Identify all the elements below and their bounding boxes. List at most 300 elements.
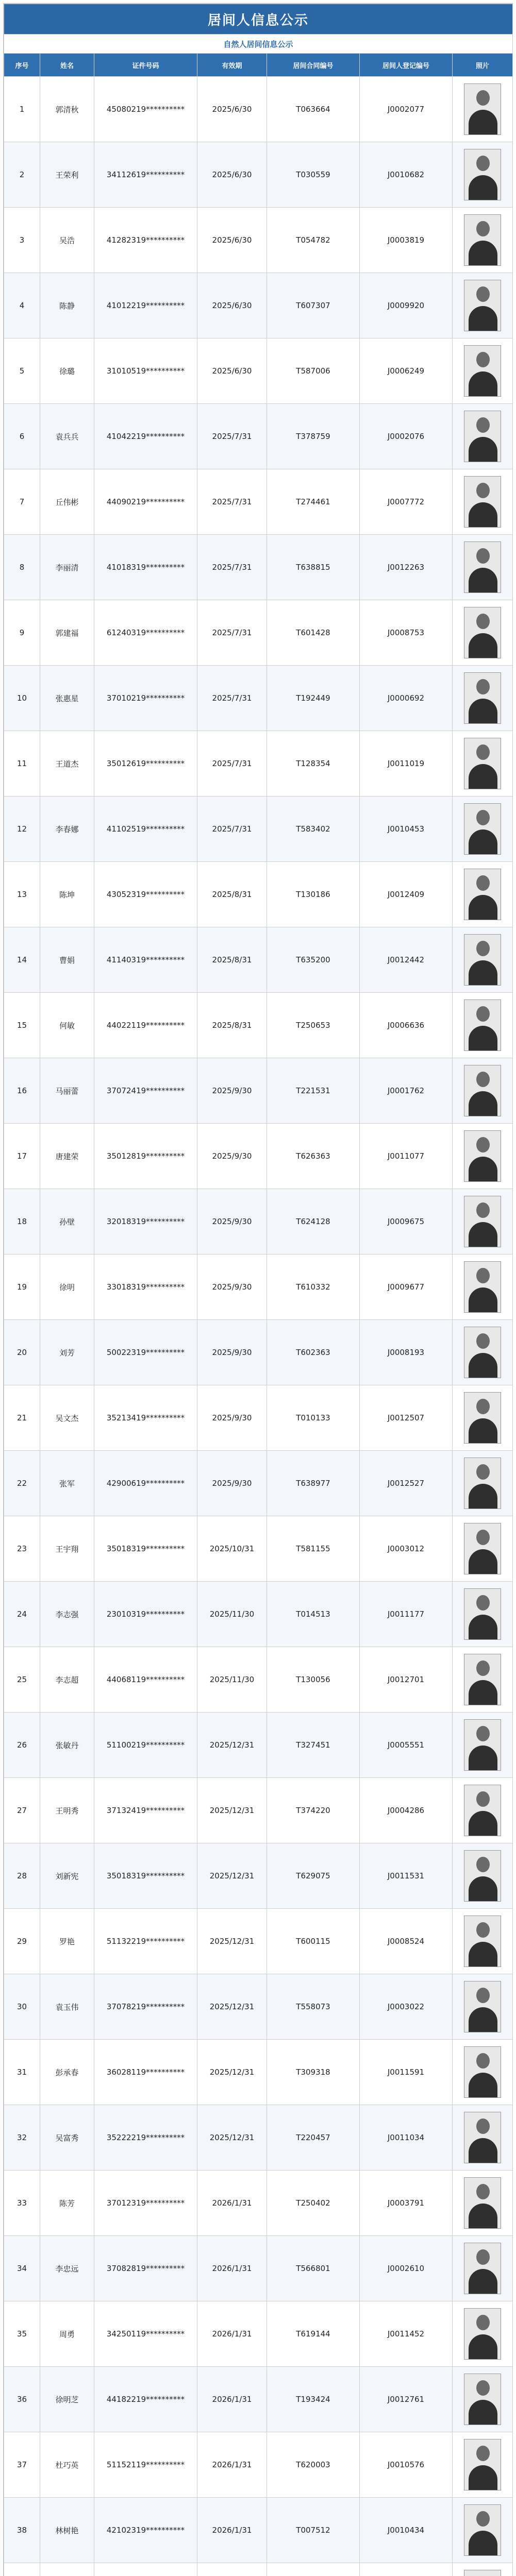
registration-number-cell: J0005551 bbox=[360, 1713, 453, 1778]
person-photo bbox=[464, 1916, 501, 1967]
validity-cell: 2025/8/31 bbox=[197, 927, 267, 993]
name-cell: 周勇 bbox=[40, 2301, 94, 2367]
contract-number-cell: T220457 bbox=[267, 2105, 360, 2171]
id-number-cell: 61240319********** bbox=[94, 600, 197, 666]
photo-cell bbox=[453, 600, 513, 666]
index-cell: 38 bbox=[4, 2498, 40, 2563]
validity-cell: 2025/11/30 bbox=[197, 1582, 267, 1647]
id-number-cell: 37078219********** bbox=[94, 1974, 197, 2040]
person-photo bbox=[464, 1458, 501, 1509]
person-photo bbox=[464, 2112, 501, 2163]
validity-cell: 2025/7/31 bbox=[197, 535, 267, 600]
id-number-cell: 34112619********** bbox=[94, 142, 197, 208]
photo-shoulders-shape bbox=[469, 1484, 497, 1509]
registration-number-cell: J0012507 bbox=[360, 1385, 453, 1451]
registration-number-cell: J0001762 bbox=[360, 1058, 453, 1124]
photo-shoulders-shape bbox=[469, 699, 497, 724]
validity-cell: 2025/11/30 bbox=[197, 1647, 267, 1713]
table-row bbox=[4, 1909, 513, 1974]
photo-head-shape bbox=[476, 2184, 490, 2199]
table-row bbox=[4, 2432, 513, 2498]
table-row bbox=[4, 338, 513, 404]
table-row bbox=[4, 600, 513, 666]
registration-number-cell: J0008193 bbox=[360, 1320, 453, 1385]
photo-cell bbox=[453, 208, 513, 273]
id-number-cell: 32018319********** bbox=[94, 1189, 197, 1255]
photo-cell bbox=[453, 1582, 513, 1647]
name-cell: 王道杰 bbox=[40, 731, 94, 796]
photo-head-shape bbox=[476, 1202, 490, 1218]
photo-cell bbox=[453, 1124, 513, 1189]
name-cell: 王荣利 bbox=[40, 142, 94, 208]
registration-number-cell: J0011034 bbox=[360, 2105, 453, 2171]
id-number-cell: 50022319********** bbox=[94, 1320, 197, 1385]
validity-cell: 2025/9/30 bbox=[197, 1320, 267, 1385]
table-row bbox=[4, 731, 513, 796]
photo-cell bbox=[453, 338, 513, 404]
name-cell: 唐建荣 bbox=[40, 1124, 94, 1189]
photo-head-shape bbox=[476, 1595, 490, 1611]
photo-head-shape bbox=[476, 875, 490, 891]
table-row bbox=[4, 1713, 513, 1778]
id-number-cell: 41102519********** bbox=[94, 796, 197, 862]
photo-cell bbox=[453, 1713, 513, 1778]
photo-shoulders-shape bbox=[469, 1745, 497, 1771]
registration-number-cell: J0002076 bbox=[360, 404, 453, 469]
id-number-cell: 41042219********** bbox=[94, 404, 197, 469]
photo-cell bbox=[453, 535, 513, 600]
table-row bbox=[4, 2367, 513, 2432]
id-number-cell: 51100219********** bbox=[94, 1713, 197, 1778]
person-photo bbox=[464, 2439, 501, 2490]
name-cell: 孙壁 bbox=[40, 1189, 94, 1255]
name-cell: 何敏 bbox=[40, 993, 94, 1058]
photo-cell bbox=[453, 1516, 513, 1582]
index-cell: 33 bbox=[4, 2171, 40, 2236]
contract-number-cell: T619144 bbox=[267, 2301, 360, 2367]
name-cell: 李丽清 bbox=[40, 535, 94, 600]
person-photo bbox=[464, 476, 501, 528]
index-cell: 37 bbox=[4, 2432, 40, 2498]
person-photo bbox=[464, 2504, 501, 2556]
contract-number-cell: T600115 bbox=[267, 1909, 360, 1974]
name-cell: 王宇翔 bbox=[40, 1516, 94, 1582]
registration-number-cell: J0004286 bbox=[360, 1778, 453, 1843]
table-row bbox=[4, 1058, 513, 1124]
photo-cell bbox=[453, 142, 513, 208]
contract-number-cell: T221531 bbox=[267, 1058, 360, 1124]
name-cell: 李忠远 bbox=[40, 2236, 94, 2301]
photo-head-shape bbox=[476, 1726, 490, 1741]
photo-cell bbox=[453, 2040, 513, 2105]
contract-number-cell: T629075 bbox=[267, 1843, 360, 1909]
photo-shoulders-shape bbox=[469, 2138, 497, 2163]
id-number-cell: 41012219********** bbox=[94, 273, 197, 338]
photo-cell bbox=[453, 1189, 513, 1255]
photo-shoulders-shape bbox=[469, 2269, 497, 2294]
table-row bbox=[4, 2105, 513, 2171]
photo-head-shape bbox=[476, 1530, 490, 1545]
contract-number-cell: T558073 bbox=[267, 1974, 360, 2040]
photo-shoulders-shape bbox=[469, 1811, 497, 1836]
photo-cell bbox=[453, 77, 513, 142]
person-photo bbox=[464, 1523, 501, 1574]
person-photo bbox=[464, 541, 501, 593]
photo-head-shape bbox=[476, 2315, 490, 2330]
photo-cell bbox=[453, 1255, 513, 1320]
contract-number-cell: T610332 bbox=[267, 1255, 360, 1320]
contract-number-cell: T374220 bbox=[267, 1778, 360, 1843]
validity-cell: 2025/6/30 bbox=[197, 208, 267, 273]
person-photo bbox=[464, 1719, 501, 1771]
index-cell: 6 bbox=[4, 404, 40, 469]
contract-number-cell: T566801 bbox=[267, 2236, 360, 2301]
validity-cell: 2025/12/31 bbox=[197, 1713, 267, 1778]
registration-number-cell: J0011591 bbox=[360, 2040, 453, 2105]
validity-cell: 2026/1/31 bbox=[197, 2432, 267, 2498]
photo-shoulders-shape bbox=[469, 2400, 497, 2425]
photo-cell bbox=[453, 1451, 513, 1516]
index-cell: 30 bbox=[4, 1974, 40, 2040]
index-cell: 35 bbox=[4, 2301, 40, 2367]
person-photo bbox=[464, 83, 501, 135]
name-cell: 刘芳 bbox=[40, 1320, 94, 1385]
announcement-page bbox=[3, 3, 513, 2576]
registration-number-cell: J0009675 bbox=[360, 1189, 453, 1255]
validity-cell: 2025/12/31 bbox=[197, 1843, 267, 1909]
photo-shoulders-shape bbox=[469, 633, 497, 658]
registration-number-cell: J0003819 bbox=[360, 208, 453, 273]
person-photo bbox=[464, 1654, 501, 1705]
registration-number-cell: J0011177 bbox=[360, 1582, 453, 1647]
name-cell: 李志强 bbox=[40, 1582, 94, 1647]
id-number-cell: 44090219********** bbox=[94, 469, 197, 535]
table-row bbox=[4, 927, 513, 993]
photo-head-shape bbox=[476, 1791, 490, 1807]
photo-head-shape bbox=[476, 1137, 490, 1153]
id-number-cell: 35213419********** bbox=[94, 1385, 197, 1451]
person-photo bbox=[464, 2046, 501, 2098]
table-row bbox=[4, 1778, 513, 1843]
photo-shoulders-shape bbox=[469, 1876, 497, 1902]
photo-shoulders-shape bbox=[469, 1680, 497, 1705]
photo-head-shape bbox=[476, 483, 490, 498]
id-number-cell: 51132219********** bbox=[94, 1909, 197, 1974]
contract-number-cell: T130186 bbox=[267, 862, 360, 927]
name-cell: 张敏丹 bbox=[40, 1713, 94, 1778]
photo-head-shape bbox=[476, 1072, 490, 1087]
person-photo bbox=[464, 2374, 501, 2425]
column-header-registration-number: 居间人登记编号 bbox=[360, 54, 453, 77]
validity-cell: 2025/6/30 bbox=[197, 77, 267, 142]
index-cell: 17 bbox=[4, 1124, 40, 1189]
photo-shoulders-shape bbox=[469, 568, 497, 593]
column-header-id-number: 证件号码 bbox=[94, 54, 197, 77]
photo-shoulders-shape bbox=[469, 1222, 497, 1247]
registration-number-cell: J0011452 bbox=[360, 2301, 453, 2367]
photo-shoulders-shape bbox=[469, 2465, 497, 2490]
contract-number-cell: T130056 bbox=[267, 1647, 360, 1713]
id-number-cell: 34250119********** bbox=[94, 2301, 197, 2367]
photo-head-shape bbox=[476, 941, 490, 956]
person-photo bbox=[464, 999, 501, 1051]
photo-head-shape bbox=[476, 221, 490, 236]
photo-cell bbox=[453, 2563, 513, 2576]
photo-cell bbox=[453, 469, 513, 535]
validity-cell: 2026/1/31 bbox=[197, 2498, 267, 2563]
name-cell: 陈芳 bbox=[40, 2171, 94, 2236]
person-photo bbox=[464, 869, 501, 920]
photo-cell bbox=[453, 731, 513, 796]
registration-number-cell: J0011077 bbox=[360, 1124, 453, 1189]
registration-number-cell: J0006636 bbox=[360, 993, 453, 1058]
person-photo bbox=[464, 2177, 501, 2229]
validity-cell: 2025/8/31 bbox=[197, 862, 267, 927]
contract-number-cell: T193424 bbox=[267, 2367, 360, 2432]
table-row bbox=[4, 993, 513, 1058]
name-cell: 郭清秋 bbox=[40, 77, 94, 142]
validity-cell: 2025/12/31 bbox=[197, 2040, 267, 2105]
registration-number-cell: J0008753 bbox=[360, 600, 453, 666]
name-cell: 彭承春 bbox=[40, 2040, 94, 2105]
name-cell: 罗艳 bbox=[40, 1909, 94, 1974]
validity-cell: 2026/1/31 bbox=[197, 2367, 267, 2432]
person-photo bbox=[464, 1327, 501, 1378]
index-cell: 23 bbox=[4, 1516, 40, 1582]
photo-cell bbox=[453, 2301, 513, 2367]
index-cell: 8 bbox=[4, 535, 40, 600]
id-number-cell: 35012819********** bbox=[94, 1124, 197, 1189]
photo-cell bbox=[453, 1058, 513, 1124]
index-cell: 25 bbox=[4, 1647, 40, 1713]
column-header-index: 序号 bbox=[4, 54, 40, 77]
contract-number-cell: T054782 bbox=[267, 208, 360, 273]
contract-number-cell: T607307 bbox=[267, 273, 360, 338]
person-photo bbox=[464, 2570, 501, 2576]
name-cell: 杜巧英 bbox=[40, 2432, 94, 2498]
validity-cell: 2025/6/30 bbox=[197, 273, 267, 338]
table-row bbox=[4, 1385, 513, 1451]
photo-head-shape bbox=[476, 548, 490, 564]
photo-cell bbox=[453, 2236, 513, 2301]
photo-shoulders-shape bbox=[469, 1026, 497, 1051]
validity-cell: 2025/12/31 bbox=[197, 1909, 267, 1974]
registration-number-cell: J0003022 bbox=[360, 1974, 453, 2040]
index-cell: 12 bbox=[4, 796, 40, 862]
name-cell: 丘伟彬 bbox=[40, 469, 94, 535]
name-cell: 王明秀 bbox=[40, 1778, 94, 1843]
index-cell: 32 bbox=[4, 2105, 40, 2171]
person-photo bbox=[464, 280, 501, 331]
contract-number-cell: T007512 bbox=[267, 2498, 360, 2563]
index-cell: 22 bbox=[4, 1451, 40, 1516]
id-number-cell: 44182219********** bbox=[94, 2367, 197, 2432]
column-header-photo: 照片 bbox=[453, 54, 513, 77]
photo-head-shape bbox=[476, 614, 490, 629]
id-number-cell: 41282319********** bbox=[94, 208, 197, 273]
validity-cell: 2025/8/31 bbox=[197, 993, 267, 1058]
index-cell: 29 bbox=[4, 1909, 40, 1974]
index-cell: 27 bbox=[4, 1778, 40, 1843]
validity-cell: 2025/9/30 bbox=[197, 1451, 267, 1516]
name-cell: 林树艳 bbox=[40, 2498, 94, 2563]
person-photo bbox=[464, 214, 501, 266]
photo-shoulders-shape bbox=[469, 764, 497, 789]
registration-number-cell: J0010453 bbox=[360, 796, 453, 862]
index-cell: 9 bbox=[4, 600, 40, 666]
column-header-validity: 有效期 bbox=[197, 54, 267, 77]
contract-number-cell: T309318 bbox=[267, 2040, 360, 2105]
table-row bbox=[4, 1974, 513, 2040]
index-cell: 2 bbox=[4, 142, 40, 208]
contract-number-cell: T581155 bbox=[267, 1516, 360, 1582]
index-cell: 26 bbox=[4, 1713, 40, 1778]
photo-shoulders-shape bbox=[469, 1942, 497, 1967]
registration-number-cell: J0012761 bbox=[360, 2367, 453, 2432]
name-cell: 吴文杰 bbox=[40, 1385, 94, 1451]
index-cell: 16 bbox=[4, 1058, 40, 1124]
table-row bbox=[4, 2563, 513, 2576]
photo-head-shape bbox=[476, 1988, 490, 2003]
table-row bbox=[4, 1189, 513, 1255]
photo-shoulders-shape bbox=[469, 829, 497, 855]
name-cell: 李春娜 bbox=[40, 796, 94, 862]
id-number-cell: 43052319********** bbox=[94, 862, 197, 927]
index-cell: 4 bbox=[4, 273, 40, 338]
name-cell: 陈静 bbox=[40, 273, 94, 338]
index-cell: 28 bbox=[4, 1843, 40, 1909]
name-cell: 李志超 bbox=[40, 1647, 94, 1713]
broker-table bbox=[4, 4, 513, 2576]
index-cell: 15 bbox=[4, 993, 40, 1058]
photo-head-shape bbox=[476, 156, 490, 171]
photo-shoulders-shape bbox=[469, 2531, 497, 2556]
photo-shoulders-shape bbox=[469, 1353, 497, 1378]
photo-head-shape bbox=[476, 1399, 490, 1414]
contract-number-cell: T583402 bbox=[267, 796, 360, 862]
photo-shoulders-shape bbox=[469, 2204, 497, 2229]
table-row bbox=[4, 2040, 513, 2105]
photo-head-shape bbox=[476, 810, 490, 825]
name-cell: 张惠星 bbox=[40, 666, 94, 731]
photo-shoulders-shape bbox=[469, 1157, 497, 1182]
validity-cell: 2026/1/31 bbox=[197, 2236, 267, 2301]
registration-number-cell: J0008524 bbox=[360, 1909, 453, 1974]
registration-number-cell: J0000692 bbox=[360, 666, 453, 731]
registration-number-cell: J0010434 bbox=[360, 2498, 453, 2563]
photo-head-shape bbox=[476, 744, 490, 760]
column-header-name: 姓名 bbox=[40, 54, 94, 77]
table-row bbox=[4, 1843, 513, 1909]
photo-cell bbox=[453, 927, 513, 993]
registration-number-cell: J0003012 bbox=[360, 1516, 453, 1582]
person-photo bbox=[464, 672, 501, 724]
name-cell: 袁玉伟 bbox=[40, 1974, 94, 2040]
person-photo bbox=[464, 149, 501, 200]
contract-number-cell bbox=[267, 2563, 360, 2576]
index-cell: 13 bbox=[4, 862, 40, 927]
validity-cell: 2025/7/31 bbox=[197, 469, 267, 535]
name-cell bbox=[40, 2563, 94, 2576]
person-photo bbox=[464, 345, 501, 397]
photo-cell bbox=[453, 862, 513, 927]
photo-head-shape bbox=[476, 417, 490, 433]
photo-cell bbox=[453, 273, 513, 338]
table-row bbox=[4, 2498, 513, 2563]
index-cell: 19 bbox=[4, 1255, 40, 1320]
id-number-cell: 37010219********** bbox=[94, 666, 197, 731]
table-row bbox=[4, 1124, 513, 1189]
registration-number-cell: J0002077 bbox=[360, 77, 453, 142]
table-row bbox=[4, 666, 513, 731]
validity-cell: 2025/7/31 bbox=[197, 731, 267, 796]
photo-shoulders-shape bbox=[469, 437, 497, 462]
photo-head-shape bbox=[476, 2119, 490, 2134]
table-row bbox=[4, 2171, 513, 2236]
contract-number-cell: T250653 bbox=[267, 993, 360, 1058]
photo-cell bbox=[453, 1843, 513, 1909]
table-row bbox=[4, 469, 513, 535]
registration-number-cell: J0006249 bbox=[360, 338, 453, 404]
id-number-cell: 51152119********** bbox=[94, 2432, 197, 2498]
index-cell: 10 bbox=[4, 666, 40, 731]
photo-shoulders-shape bbox=[469, 960, 497, 986]
photo-shoulders-shape bbox=[469, 1091, 497, 1116]
validity-cell: 2025/12/31 bbox=[197, 2105, 267, 2171]
contract-number-cell: T638977 bbox=[267, 1451, 360, 1516]
photo-shoulders-shape bbox=[469, 241, 497, 266]
photo-shoulders-shape bbox=[469, 110, 497, 135]
person-photo bbox=[464, 2243, 501, 2294]
photo-cell bbox=[453, 1909, 513, 1974]
contract-number-cell: T063664 bbox=[267, 77, 360, 142]
index-cell: 24 bbox=[4, 1582, 40, 1647]
validity-cell: 2025/9/30 bbox=[197, 1255, 267, 1320]
name-cell: 刘新宪 bbox=[40, 1843, 94, 1909]
id-number-cell bbox=[94, 2563, 197, 2576]
photo-cell bbox=[453, 796, 513, 862]
index-cell: 7 bbox=[4, 469, 40, 535]
id-number-cell: 31010519********** bbox=[94, 338, 197, 404]
contract-number-cell: T626363 bbox=[267, 1124, 360, 1189]
index-cell: 11 bbox=[4, 731, 40, 796]
validity-cell: 2026/1/31 bbox=[197, 2171, 267, 2236]
person-photo bbox=[464, 1392, 501, 1444]
photo-head-shape bbox=[476, 2446, 490, 2461]
id-number-cell: 23010319********** bbox=[94, 1582, 197, 1647]
id-number-cell: 41018319********** bbox=[94, 535, 197, 600]
contract-number-cell: T274461 bbox=[267, 469, 360, 535]
id-number-cell: 37132419********** bbox=[94, 1778, 197, 1843]
index-cell bbox=[4, 2563, 40, 2576]
contract-number-cell: T587006 bbox=[267, 338, 360, 404]
photo-head-shape bbox=[476, 1006, 490, 1022]
table-row bbox=[4, 796, 513, 862]
photo-head-shape bbox=[476, 2249, 490, 2265]
person-photo bbox=[464, 607, 501, 658]
name-cell: 徐明芝 bbox=[40, 2367, 94, 2432]
photo-cell bbox=[453, 666, 513, 731]
photo-cell bbox=[453, 1778, 513, 1843]
photo-head-shape bbox=[476, 2380, 490, 2396]
index-cell: 1 bbox=[4, 77, 40, 142]
photo-head-shape bbox=[476, 1660, 490, 1676]
validity-cell: 2025/6/30 bbox=[197, 338, 267, 404]
registration-number-cell: J0012263 bbox=[360, 535, 453, 600]
registration-number-cell bbox=[360, 2563, 453, 2576]
registration-number-cell: J0002610 bbox=[360, 2236, 453, 2301]
id-number-cell: 42900619********** bbox=[94, 1451, 197, 1516]
